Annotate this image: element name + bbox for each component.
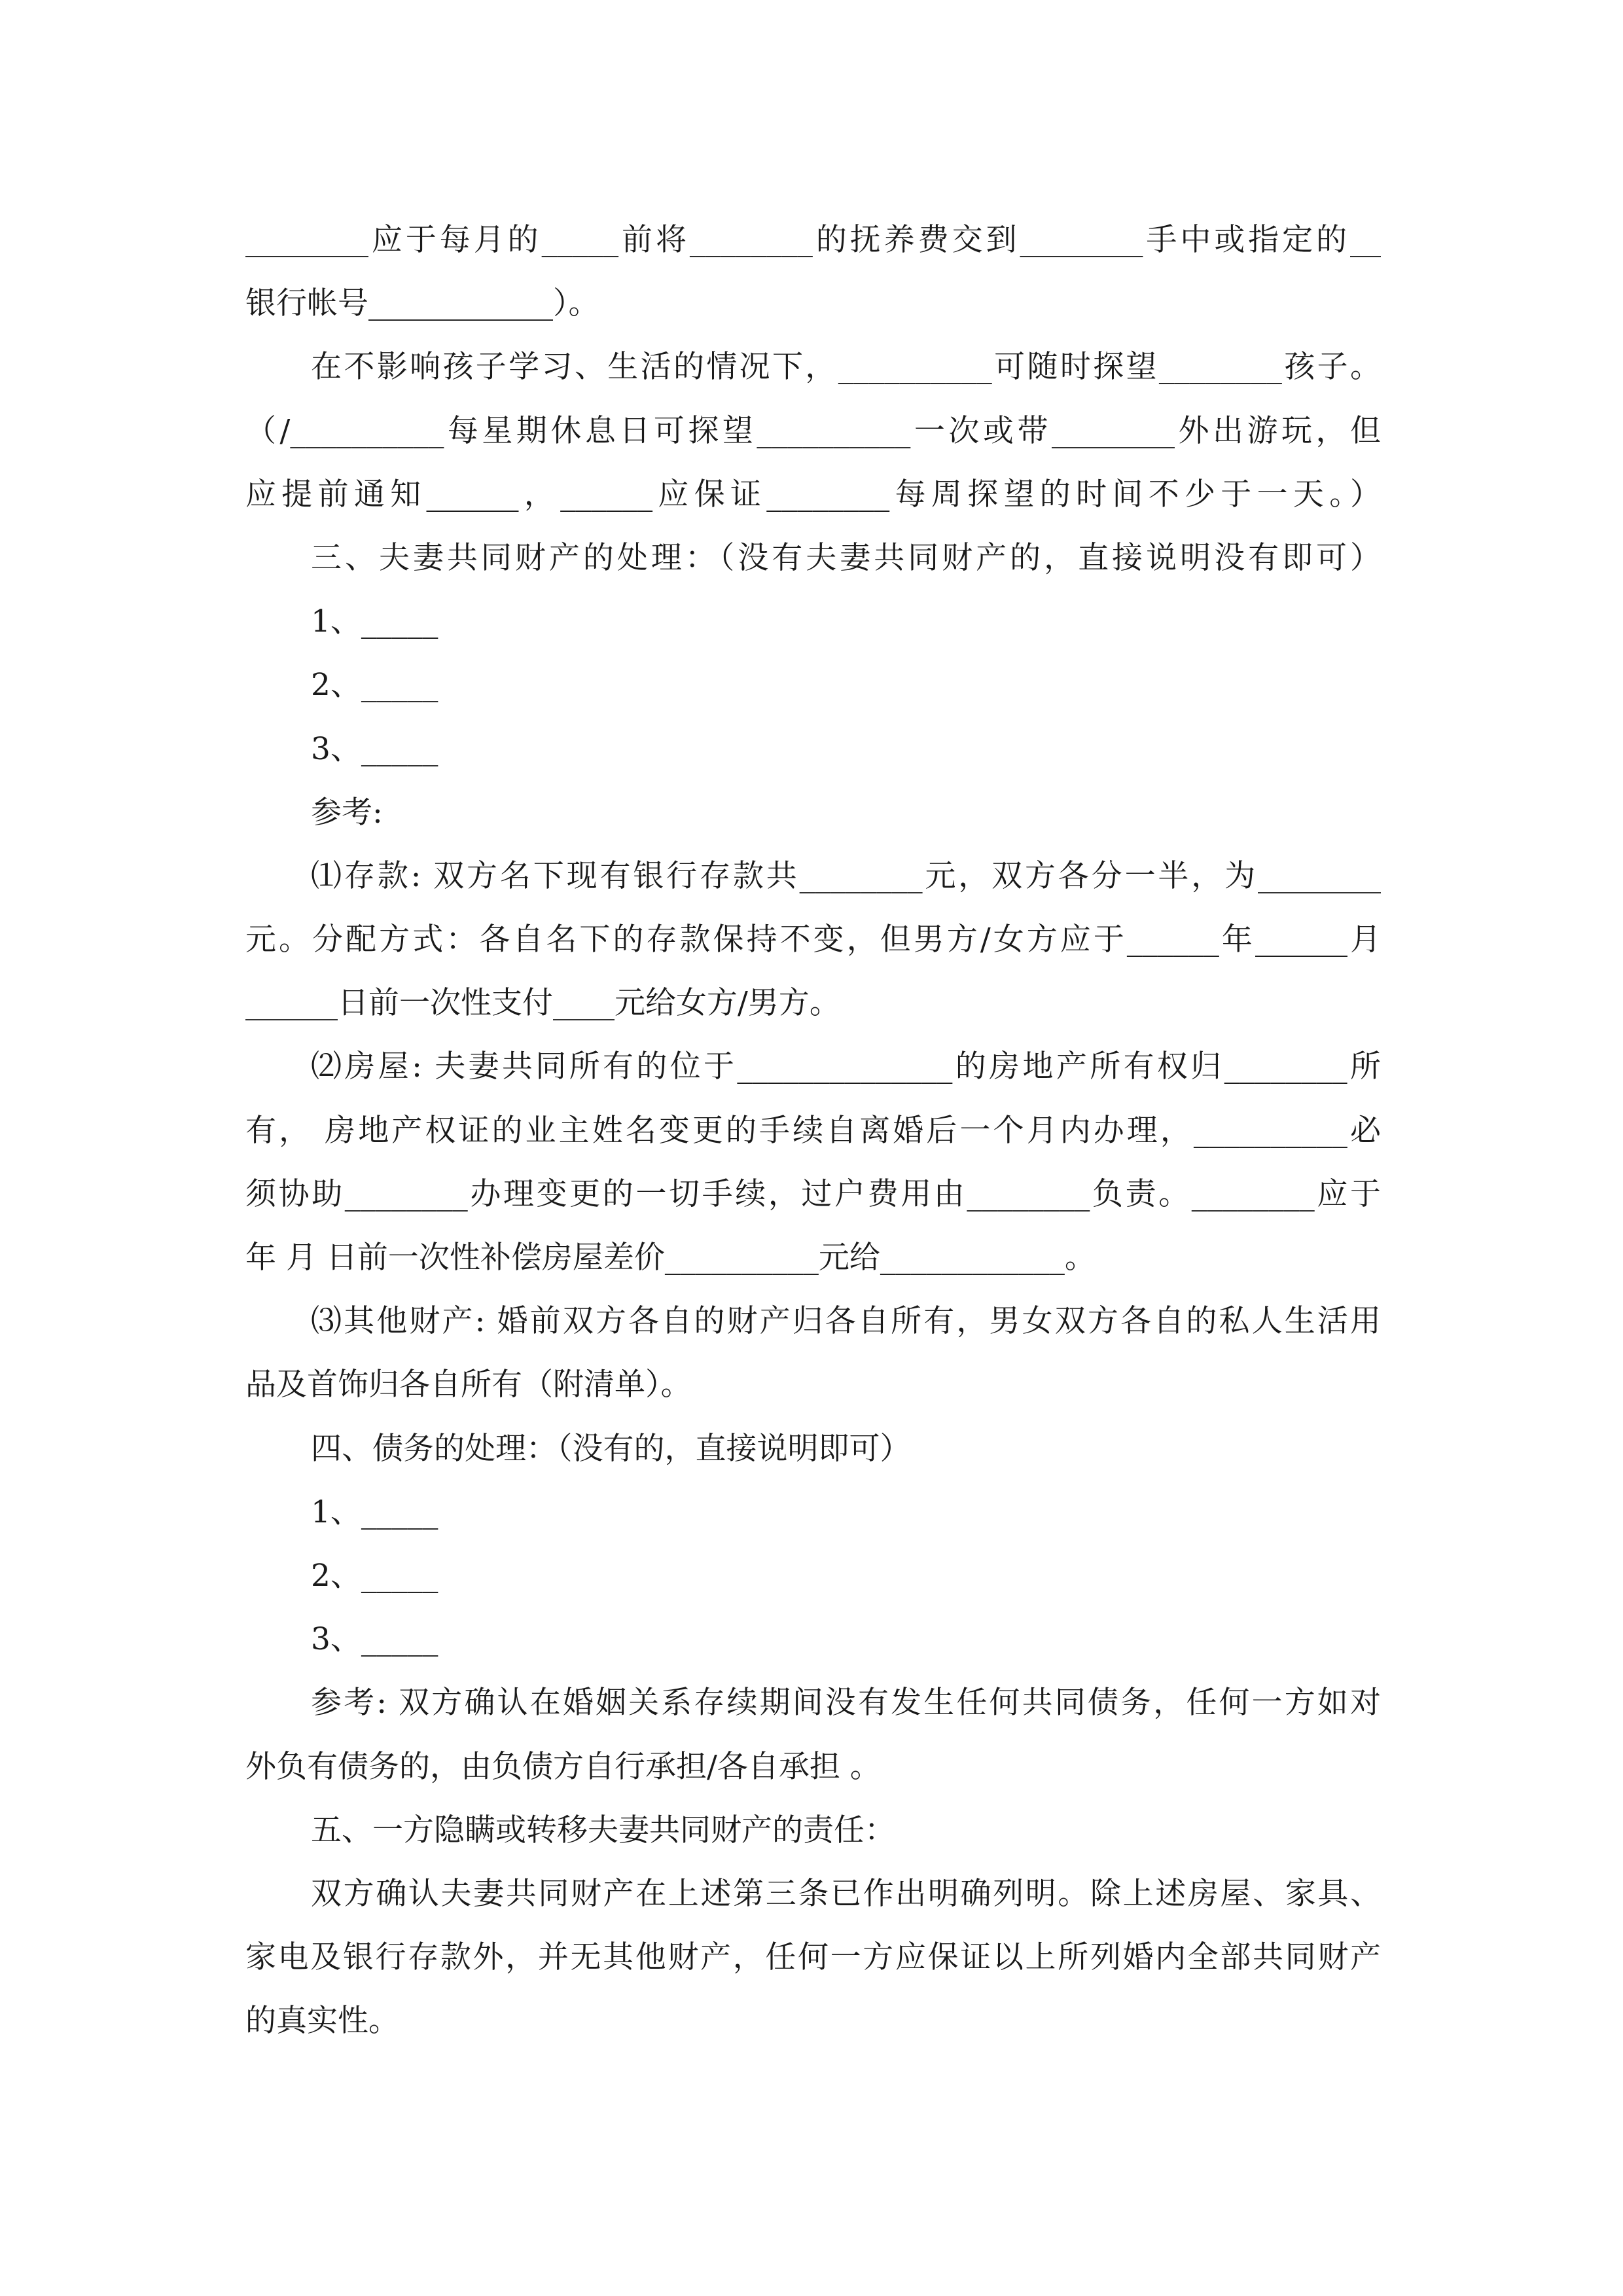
paragraph-line: 参考: 双方确认在婚姻关系存续期间没有发生任何共同债务，任何一方如对	[311, 1685, 1381, 1721]
blank-list-item: 2、_____	[311, 667, 438, 704]
paragraph-line: ⑶其他财产: 婚前双方各自的财产归各自所有，男女双方各自的私人生活用	[311, 1303, 1381, 1340]
paragraph-line: ______日前一次性支付____元给女方/男方。	[245, 985, 840, 1022]
paragraph-line: 年 月 日前一次性补偿房屋差价__________元给____________。	[245, 1240, 1096, 1276]
paragraph-line: ⑵房屋: 夫妻共同所有的位于______________的房地产所有权归________所	[311, 1049, 1381, 1085]
section-heading: 三、夫妻共同财产的处理：（没有夫妻共同财产的，直接说明没有即可）	[311, 539, 1381, 576]
paragraph-line: 家电及银行存款外，并无其他财产，任何一方应保证以上所列婚内全部共同财产	[245, 1939, 1381, 1976]
paragraph-line: 应提前通知______，______应保证________每周探望的时间不少于一天。）	[245, 476, 1381, 512]
blank-list-item: 3、_____	[311, 1621, 438, 1658]
document-page	[245, 208, 1381, 2053]
paragraph-line: 外负有债务的，由负债方自行承担/各自承担 。	[245, 1748, 881, 1785]
blank-list-item: 1、_____	[311, 603, 438, 640]
blank-list-item: 2、_____	[311, 1557, 438, 1594]
paragraph-line: 双方确认夫妻共同财产在上述第三条已作出明确列明。除上述房屋、家具、	[311, 1875, 1381, 1912]
blank-list-item: 3、_____	[311, 730, 438, 767]
paragraph-line: 元。分配方式：各自名下的存款保持不变，但男方/女方应于______年______月	[245, 922, 1381, 958]
paragraph-line: 须协助________办理变更的一切手续，过户费用由________负责。________应于	[245, 1175, 1381, 1212]
blank-list-item: 1、_____	[311, 1494, 438, 1530]
paragraph-line: 品及首饰归各自所有（附清单）。	[245, 1367, 692, 1403]
paragraph-line: 的真实性。	[245, 2003, 399, 2039]
paragraph-line: 在不影响孩子学习、生活的情况下，__________可随时探望________孩子。	[311, 349, 1381, 386]
reference-label: 参考:	[311, 794, 383, 831]
section-heading: 四、债务的处理：（没有的，直接说明即可）	[311, 1430, 911, 1467]
paragraph-line: （/__________每星期休息日可探望__________一次或带________外出游玩，但	[245, 412, 1381, 449]
paragraph-line: ________应于每月的_____前将________的抚养费交到________手中或指定的__	[245, 222, 1381, 258]
section-heading: 五、一方隐瞒或转移夫妻共同财产的责任：	[311, 1812, 895, 1848]
paragraph-line: 有， 房地产权证的业主姓名变更的手续自离婚后一个月内办理，__________必	[245, 1112, 1381, 1149]
paragraph-line: ⑴存款: 双方名下现有银行存款共________元，双方各分一半，为________	[311, 857, 1381, 894]
paragraph-line: 银行帐号____________）。	[245, 285, 599, 322]
